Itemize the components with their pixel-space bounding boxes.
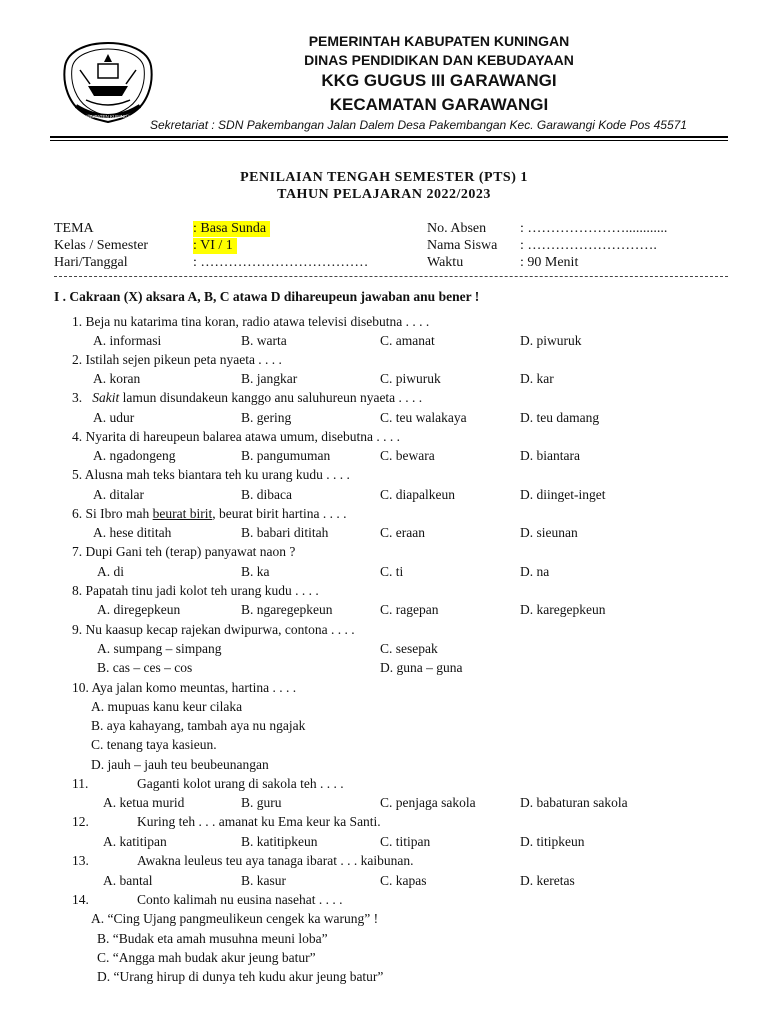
q5-option-b: B. dibaca xyxy=(241,487,292,502)
question-11-number: 11. xyxy=(72,776,89,791)
q3-option-d: D. teu damang xyxy=(520,410,600,425)
exam-year: TAHUN PELAJARAN 2022/2023 xyxy=(277,187,491,202)
q12-option-c: C. titipan xyxy=(380,834,431,849)
q6-underlined-phrase: beurat birit xyxy=(152,506,213,521)
q9-option-c: C. sesepak xyxy=(380,641,438,656)
q11-option-b: B. guru xyxy=(241,795,282,810)
q10-option-a: A. mupuas kanu keur cilaka xyxy=(91,699,243,714)
q3-option-b: B. gering xyxy=(241,410,292,425)
q7-option-d: D. na xyxy=(520,564,550,579)
q9-option-a: A. sumpang – simpang xyxy=(97,641,222,656)
group-name: KKG GUGUS III GARAWANGI xyxy=(321,71,557,90)
q2-option-c: C. piwuruk xyxy=(380,371,441,386)
department-name: DINAS PENDIDIKAN DAN KEBUDAYAAN xyxy=(304,52,574,68)
q7-option-b: B. ka xyxy=(241,564,270,579)
q10-option-c: C. tenang taya kasieun. xyxy=(91,737,217,752)
question-13-number: 13. xyxy=(72,853,89,868)
q12-option-d: D. titipkeun xyxy=(520,834,585,849)
q2-option-b: B. jangkar xyxy=(241,371,298,386)
q3-italic-word: Sakit xyxy=(92,390,120,405)
q9-option-d: D. guna – guna xyxy=(380,660,463,675)
question-3 xyxy=(72,390,422,406)
nama-value: : ………………………. xyxy=(520,238,657,253)
q10-option-b: B. aya kahayang, tambah aya nu ngajak xyxy=(91,718,306,733)
question-9: 9. Nu kaasup kecap rajekan dwipurwa, contona . . . . xyxy=(72,622,355,637)
question-5: 5. Alusna mah teks biantara teh ku urang kudu . . . . xyxy=(72,467,350,482)
question-1: 1. Beja nu katarima tina koran, radio atawa televisi disebutna . . . . xyxy=(72,314,430,329)
letterhead-rule-thin xyxy=(50,140,728,141)
hari-value: : ……………………………… xyxy=(193,255,369,270)
question-8: 8. Papatah tinu jadi kolot teh urang kudu . . . . xyxy=(72,583,319,598)
question-14-number: 14. xyxy=(72,892,89,907)
q1-option-c: C. amanat xyxy=(380,333,435,348)
q3-option-c: C. teu walakaya xyxy=(380,410,467,425)
waktu-label: Waktu xyxy=(427,255,464,270)
question-11: Gaganti kolot urang di sakola teh . . . . xyxy=(137,776,344,791)
q6-text-end: , beurat birit hartina . . . . xyxy=(212,506,347,521)
q12-option-b: B. katitipkeun xyxy=(241,834,318,849)
q6-option-c: C. eraan xyxy=(380,525,425,540)
q13-option-d: D. keretas xyxy=(520,873,575,888)
q14-option-c: C. “Angga mah budak akur jeung batur” xyxy=(97,950,316,965)
q6-option-a: A. hese dititah xyxy=(93,525,172,540)
absen-value: : …………………............ xyxy=(520,221,668,236)
nama-label: Nama Siswa xyxy=(427,238,498,253)
q13-option-a: A. bantal xyxy=(103,873,153,888)
question-12-number: 12. xyxy=(72,814,89,829)
q11-option-c: C. penjaga sakola xyxy=(380,795,476,810)
q4-option-b: B. pangumuman xyxy=(241,448,331,463)
q14-option-d: D. “Urang hirup di dunya teh kudu akur jeung batur” xyxy=(97,969,384,984)
q4-option-c: C. bewara xyxy=(380,448,435,463)
q3-number: 3. xyxy=(72,390,83,405)
question-12: Kuring teh . . . amanat ku Ema keur ka Santi. xyxy=(137,814,381,829)
q10-option-d: D. jauh – jauh teu beubeunangan xyxy=(91,757,269,772)
q8-option-b: B. ngaregepkeun xyxy=(241,602,333,617)
absen-label: No. Absen xyxy=(427,221,487,236)
q5-option-d: D. diinget-inget xyxy=(520,487,606,502)
question-4: 4. Nyarita di hareupeun balarea atawa umum, disebutna . . . . xyxy=(72,429,401,444)
q6-option-b: B. babari dititah xyxy=(241,525,329,540)
question-6 xyxy=(72,506,346,522)
kelas-label: Kelas / Semester xyxy=(54,238,149,253)
district-name: KECAMATAN GARAWANGI xyxy=(329,95,549,114)
q2-option-d: D. kar xyxy=(520,371,554,386)
hari-label: Hari/Tanggal xyxy=(54,255,128,270)
exam-title: PENILAIAN TENGAH SEMESTER (PTS) 1 xyxy=(240,170,528,185)
question-2: 2. Istilah sejen pikeun peta nyaeta . . . . xyxy=(72,352,282,367)
section-instruction: I . Cakraan (X) aksara A, B, C atawa D dihareupeun jawaban anu bener ! xyxy=(54,289,480,304)
q1-option-b: B. warta xyxy=(241,333,287,348)
q13-option-c: C. kapas xyxy=(380,873,427,888)
q5-option-c: C. diapalkeun xyxy=(380,487,455,502)
tema-value: : Basa Sunda xyxy=(193,221,270,237)
question-13: Awakna leuleus teu aya tanaga ibarat . . . kaibunan. xyxy=(137,853,414,868)
kuningan-regency-logo xyxy=(58,40,158,124)
q12-option-a: A. katitipan xyxy=(103,834,167,849)
q9-option-b: B. cas – ces – cos xyxy=(97,660,193,675)
identity-divider xyxy=(54,276,728,277)
tema-label: TEMA xyxy=(54,221,94,236)
q6-text-start: 6. Si Ibro mah xyxy=(72,506,153,521)
q1-option-d: D. piwuruk xyxy=(520,333,582,348)
q4-option-d: D. biantara xyxy=(520,448,580,463)
q3-option-a: A. udur xyxy=(93,410,135,425)
government-name: PEMERINTAH KABUPATEN KUNINGAN xyxy=(308,33,570,49)
question-10: 10. Aya jalan komo meuntas, hartina . . . . xyxy=(72,680,297,695)
q14-option-b: B. “Budak eta amah musuhna meuni loba” xyxy=(97,931,328,946)
question-7: 7. Dupi Gani teh (terap) panyawat naon ? xyxy=(72,544,296,559)
q8-option-d: D. karegepkeun xyxy=(520,602,606,617)
q11-option-d: D. babaturan sakola xyxy=(520,795,628,810)
q11-option-a: A. ketua murid xyxy=(103,795,185,810)
q5-option-a: A. ditalar xyxy=(93,487,144,502)
q2-option-a: A. koran xyxy=(93,371,141,386)
q8-option-c: C. ragepan xyxy=(380,602,439,617)
q7-option-a: A. di xyxy=(97,564,124,579)
kelas-value: : VI / 1 xyxy=(193,238,237,254)
q4-option-a: A. ngadongeng xyxy=(93,448,176,463)
q14-option-a: A. “Cing Ujang pangmeulikeun cengek ka warung” ! xyxy=(91,911,379,926)
q6-option-d: D. sieunan xyxy=(520,525,578,540)
letterhead-rule-thick xyxy=(50,136,728,138)
q7-option-c: C. ti xyxy=(380,564,404,579)
q1-option-a: A. informasi xyxy=(93,333,162,348)
question-14: Conto kalimah nu eusina nasehat . . . . xyxy=(137,892,343,907)
logo-text: KABUPATEN KUNINGAN xyxy=(82,114,134,119)
waktu-value: : 90 Menit xyxy=(520,255,579,270)
q8-option-a: A. diregepkeun xyxy=(97,602,181,617)
secretariat-address: Sekretariat : SDN Pakembangan Jalan Dalem Desa Pakembangan Kec. Garawangi Kode Pos 45571 xyxy=(150,118,687,132)
q3-text: lamun disundakeun kanggo anu saluhureun nyaeta . . . . xyxy=(119,390,423,405)
q13-option-b: B. kasur xyxy=(241,873,286,888)
